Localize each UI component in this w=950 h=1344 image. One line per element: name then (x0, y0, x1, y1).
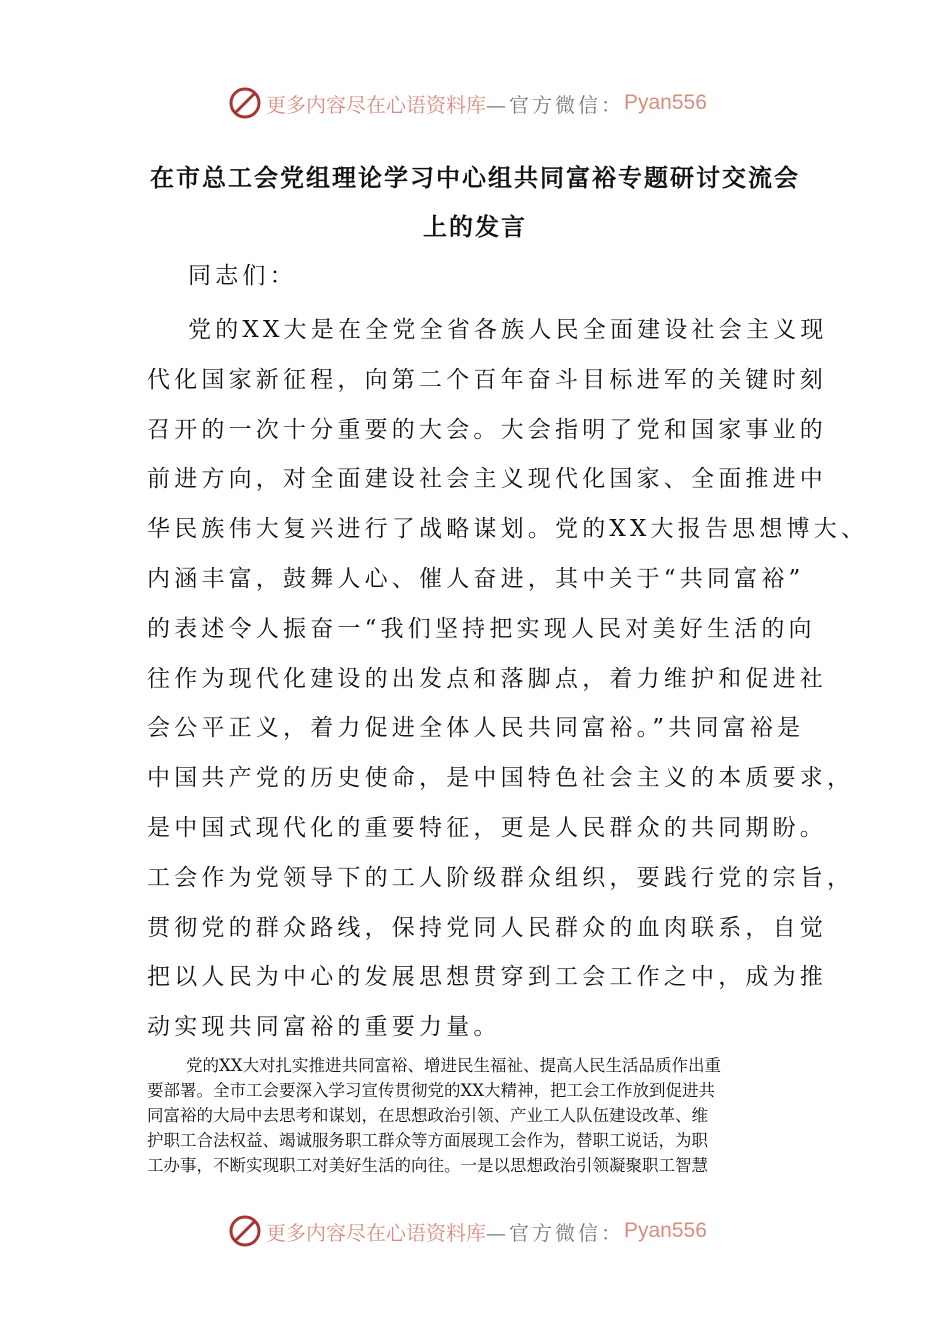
body-line: 往作为现代化建设的出发点和落脚点，着力维护和促进社 (147, 665, 827, 692)
watermark-header (228, 83, 707, 123)
pen-logo-icon (228, 86, 262, 120)
watermark-text: Pyan556 (624, 91, 707, 114)
body-line: 内涵丰富，鼓舞人心、催人奋进，其中关于“共同富裕” (147, 566, 805, 592)
watermark-text: 更多内容尽在心语资料库 (266, 1220, 486, 1245)
watermark-text: Pyan556 (624, 1219, 707, 1242)
body-line: 代化国家新征程，向第二个百年奋斗目标进军的关键时刻 (147, 366, 827, 393)
watermark-text: 更多内容尽在心语资料库 (266, 92, 486, 117)
body-line: 华民族伟大复兴进行了战略谋划。党的XX大报告思想博大、 (147, 516, 869, 543)
body-line: 是中国式现代化的重要特征，更是人民群众的共同期盼。 (147, 815, 827, 841)
body-small-line: 护职工合法权益、竭诚服务职工群众等方面展现工会作为，替职工说话，为职 (147, 1131, 708, 1150)
body-small-line: 同富裕的大局中去思考和谋划，在思想政治引领、产业工人队伍建设改革、维 (147, 1106, 708, 1125)
body-line: 把以人民为中心的发展思想贯穿到工会工作之中，成为推 (147, 964, 827, 991)
title-line-1: 在市总工会党组理论学习中心组共同富裕专题研讨交流会 (150, 163, 800, 192)
body-line: 党的XX大是在全党全省各族人民全面建设社会主义现 (188, 317, 828, 343)
body-line: 的表述令人振奋一“我们坚持把实现人民对美好生活的向 (147, 615, 816, 642)
watermark-footer (228, 1211, 707, 1251)
watermark-text: —官方微信： (486, 92, 624, 117)
greeting: 同志们： (188, 263, 297, 289)
title-line-2: 上的发言 (423, 212, 527, 241)
body-line: 会公平正义，着力促进全体人民共同富裕。”共同富裕是 (147, 715, 805, 742)
body-line: 贯彻党的群众路线，保持党同人民群众的血肉联系，自觉 (147, 914, 827, 941)
body-line: 召开的一次十分重要的大会。大会指明了党和国家事业的 (147, 416, 827, 443)
body-line: 工会作为党领导下的工人阶级群众组织，要践行党的宗旨， (147, 864, 855, 891)
body-line: 动实现共同富裕的重要力量。 (147, 1014, 501, 1041)
body-small-line: 要部署。全市工会要深入学习宣传贯彻党的XX大精神，把工会工作放到促进共 (147, 1081, 715, 1100)
watermark-text: —官方微信： (486, 1220, 624, 1245)
pen-logo-icon (228, 1214, 262, 1248)
body-line: 中国共产党的历史使命，是中国特色社会主义的本质要求， (147, 765, 855, 792)
body-small-line: 工办事，不断实现职工对美好生活的向往。一是以思想政治引领凝聚职工智慧 (147, 1156, 708, 1175)
body-small-line: 党的XX大对扎实推进共同富裕、增进民生福祉、提高人民生活品质作出重 (186, 1056, 721, 1075)
body-line: 前进方向，对全面建设社会主义现代化国家、全面推进中 (147, 466, 827, 493)
